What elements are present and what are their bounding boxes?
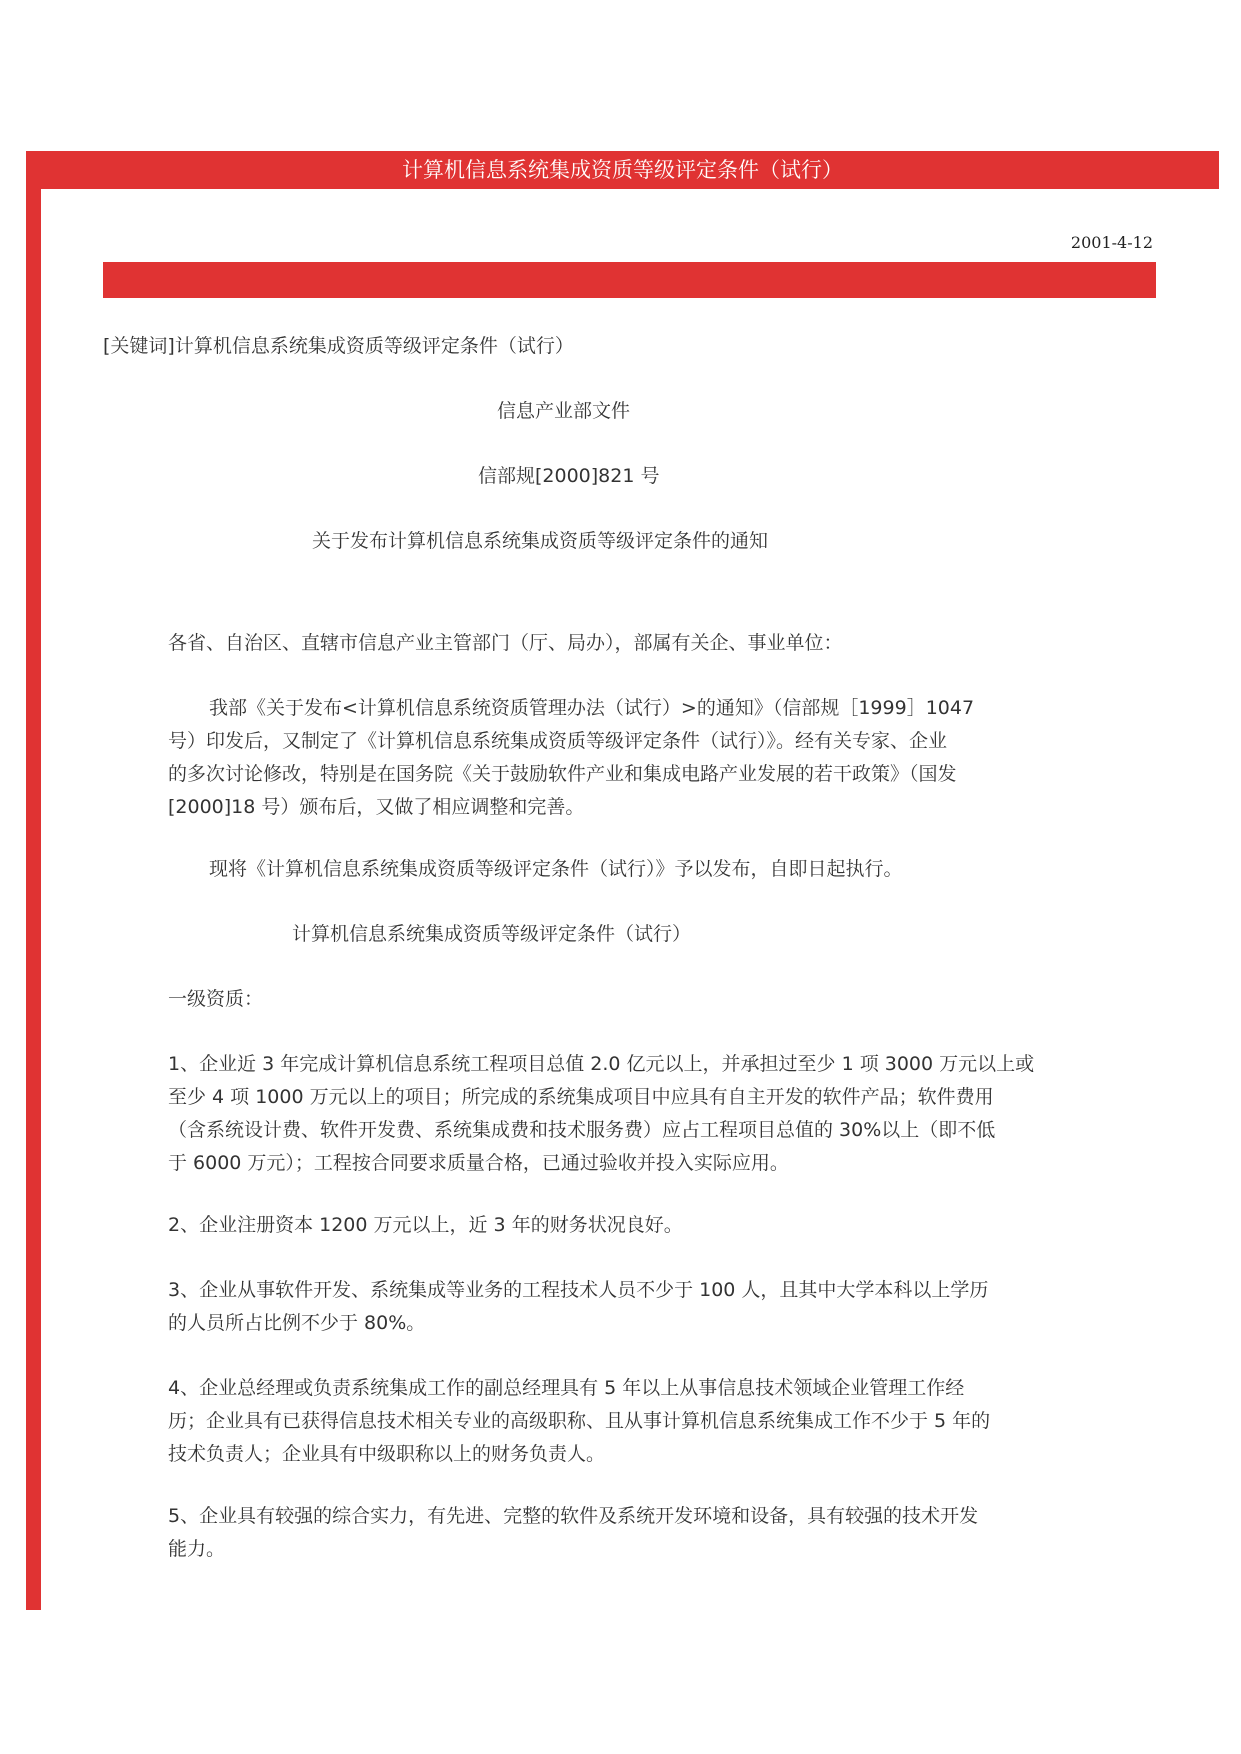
item-line: 2、企业注册资本 1200 万元以上，近 3 年的财务状况良好。 — [168, 1214, 683, 1236]
item-line: 能力。 — [168, 1538, 226, 1560]
item-line: 历；企业具有已获得信息技术相关专业的高级职称、且从事计算机信息系统集成工作不少于 5 年的 — [168, 1410, 991, 1432]
item-line: 于 6000 万元）；工程按合同要求质量合格，已通过验收并投入实际应用。 — [168, 1152, 789, 1174]
list-item — [168, 1209, 1098, 1242]
item-line: 的人员所占比例不少于 80%。 — [168, 1312, 426, 1334]
section-title: 计算机信息系统集成资质等级评定条件（试行） — [292, 923, 692, 945]
item-line: 4、企业总经理或负责系统集成工作的副总经理具有 5 年以上从事信息技术领域企业管理工作经 — [168, 1377, 965, 1399]
item-line: 3、企业从事软件开发、系统集成等业务的工程技术人员不少于 100 人，且其中大学本科以上学历 — [168, 1279, 989, 1301]
red-divider-bar — [103, 262, 1156, 298]
left-red-rule — [26, 151, 41, 1610]
list-item — [168, 1274, 1098, 1340]
item-line: 1、企业近 3 年完成计算机信息系统工程项目总值 2.0 亿元以上，并承担过至少 1 项 3000 万元以上或 — [168, 1053, 1035, 1075]
list-item — [168, 1048, 1098, 1180]
intro-line: 我部《关于发布<计算机信息系统资质管理办法（试行）>的通知》（信部规［1999］1047 — [209, 697, 975, 719]
intro-line: 的多次讨论修改，特别是在国务院《关于鼓励软件产业和集成电路产业发展的若干政策》（国发 — [168, 763, 957, 785]
intro-paragraph — [168, 692, 1098, 824]
intro-line: [2000]18 号）颁布后，又做了相应调整和完善。 — [168, 796, 585, 818]
item-line: 至少 4 项 1000 万元以上的项目；所完成的系统集成项目中应具有自主开发的软件产品；软件费用 — [168, 1086, 994, 1108]
document-title: 计算机信息系统集成资质等级评定条件（试行） — [402, 158, 843, 182]
list-item — [168, 1500, 1098, 1566]
item-line: 技术负责人；企业具有中级职称以上的财务负责人。 — [168, 1443, 606, 1465]
item-line: （含系统设计费、软件开发费、系统集成费和技术服务费）应占工程项目总值的 30%以上（即不低 — [168, 1119, 996, 1141]
publish-statement: 现将《计算机信息系统集成资质等级评定条件（试行）》予以发布，自即日起执行。 — [209, 858, 903, 880]
notice-title: 关于发布计算机信息系统集成资质等级评定条件的通知 — [312, 530, 769, 552]
doc-number: 信部规[2000]821 号 — [478, 465, 660, 487]
title-bar — [26, 151, 1219, 189]
intro-line: 号）印发后，又制定了《计算机信息系统集成资质等级评定条件（试行）》。经有关专家、企业 — [168, 730, 948, 752]
doc-source: 信息产业部文件 — [497, 400, 631, 422]
list-item — [168, 1372, 1098, 1471]
keywords-line: [关键词]计算机信息系统集成资质等级评定条件（试行） — [103, 335, 574, 357]
level-heading: 一级资质： — [168, 988, 264, 1010]
addressee: 各省、自治区、直辖市信息产业主管部门（厅、局办），部属有关企、事业单位： — [168, 632, 843, 654]
item-line: 5、企业具有较强的综合实力，有先进、完整的软件及系统开发环境和设备，具有较强的技术开发 — [168, 1505, 979, 1527]
publish-date: 2001-4-12 — [1070, 233, 1153, 252]
